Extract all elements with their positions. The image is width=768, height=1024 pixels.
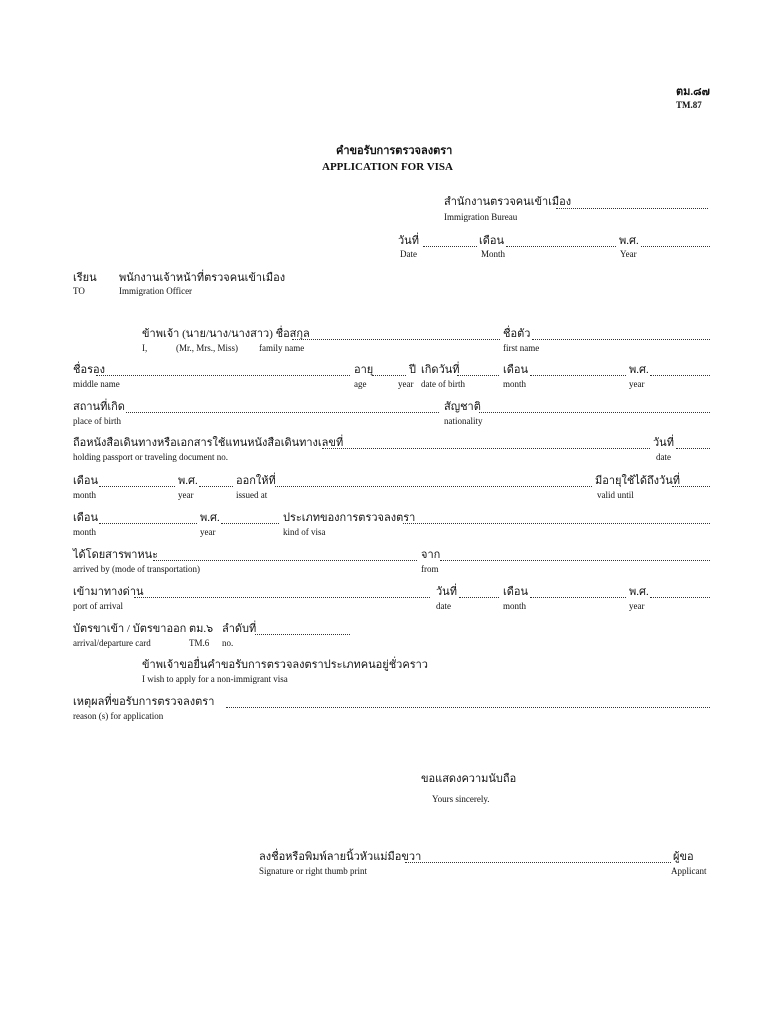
- header-month-label-en: Month: [481, 249, 506, 259]
- issue-month-label-th: เดือน: [73, 475, 99, 487]
- sincerely-en: Yours sincerely.: [432, 794, 490, 804]
- passport-label-en: holding passport or traveling document no.: [73, 452, 228, 462]
- port-label-en: port of arrival: [73, 601, 123, 611]
- wish-statement-en: I wish to apply for a non-immigrant visa: [142, 674, 288, 684]
- dob-label-en: date of birth: [421, 379, 465, 389]
- valid-year-field[interactable]: [221, 523, 279, 524]
- valid-month-field[interactable]: [99, 523, 197, 524]
- form-code-en: TM.87: [676, 100, 702, 110]
- card-no-label-en: no.: [222, 638, 234, 648]
- arrival-month-label-en: month: [503, 601, 527, 611]
- officer-label-th: พนักงานเจ้าหน้าที่ตรวจคนเข้าเมือง: [119, 272, 286, 284]
- passport-date-label-th: วันที่: [653, 437, 674, 449]
- age-field[interactable]: [372, 375, 406, 376]
- first-name-label-th: ชื่อตัว: [503, 328, 531, 340]
- form-title-en: APPLICATION FOR VISA: [322, 161, 453, 173]
- pob-field[interactable]: [126, 412, 439, 413]
- header-date-field[interactable]: [423, 246, 477, 247]
- wish-statement-th: ข้าพเจ้าขอยื่นคำขอรับการตรวจลงตราประเภทคนอยู่ชั่วคราว: [142, 659, 428, 671]
- signature-label-en: Signature or right thumb print: [259, 866, 367, 876]
- sincerely-th: ขอแสดงความนับถือ: [421, 773, 517, 785]
- arrived-by-label-en: arrived by (mode of transportation): [73, 564, 200, 574]
- issue-year-label-en: year: [178, 490, 194, 500]
- title-label-en: (Mr., Mrs., Miss): [176, 343, 239, 353]
- valid-until-field[interactable]: [672, 486, 710, 487]
- passport-date-field[interactable]: [676, 448, 710, 449]
- nationality-label-en: nationality: [444, 416, 483, 426]
- arrival-year-label-en: year: [629, 601, 645, 611]
- header-date-label-en: Date: [400, 249, 417, 259]
- from-label-th: จาก: [421, 549, 441, 561]
- pob-label-en: place of birth: [73, 416, 121, 426]
- visa-kind-label-en: kind of visa: [283, 527, 326, 537]
- valid-until-label-th: มีอายุใช้ได้ถึงวันที่: [595, 475, 680, 487]
- family-name-label-en: family name: [259, 343, 305, 353]
- tm6-label-en: TM.6: [189, 638, 210, 648]
- valid-year-label-en: year: [200, 527, 216, 537]
- from-field[interactable]: [440, 560, 710, 561]
- officer-label-en: Immigration Officer: [119, 286, 193, 296]
- valid-month-label-en: month: [73, 527, 97, 537]
- arrival-date-field[interactable]: [459, 597, 499, 598]
- dob-month-field[interactable]: [530, 375, 626, 376]
- dob-month-label-th: เดือน: [503, 364, 529, 376]
- arrival-month-label-th: เดือน: [503, 586, 529, 598]
- issue-month-field[interactable]: [99, 486, 175, 487]
- dob-year-label-th: พ.ศ.: [629, 364, 649, 376]
- port-label-th: เข้ามาทางด่าน: [73, 586, 144, 598]
- name-label-th: ข้าพเจ้า (นาย/นาง/นางสาว) ชื่อสกุล: [142, 328, 310, 340]
- middle-name-label-th: ชื่อรอง: [73, 364, 105, 376]
- i-label-en: I,: [142, 343, 148, 353]
- age-label-th: อายุ: [354, 364, 374, 376]
- nationality-label-th: สัญชาติ: [444, 401, 481, 413]
- issued-at-label-en: issued at: [236, 490, 268, 500]
- transport-field[interactable]: [153, 560, 417, 561]
- valid-month-label-th: เดือน: [73, 512, 99, 524]
- form-title-th: คำขอรับการตรวจลงตรา: [336, 145, 453, 157]
- bureau-label-en: Immigration Bureau: [444, 212, 518, 222]
- visa-kind-field[interactable]: [403, 523, 710, 524]
- header-year-label-en: Year: [620, 249, 637, 259]
- passport-label-th: ถือหนังสือเดินทางหรือเอกสารใช้แทนหนังสือเดินทางเลขที่: [73, 437, 344, 449]
- header-year-label-th: พ.ศ.: [619, 235, 639, 247]
- card-no-label-th: ลำดับที่: [222, 623, 257, 635]
- passport-date-label-en: date: [656, 452, 671, 462]
- header-date-label-th: วันที่: [398, 235, 419, 247]
- dob-month-label-en: month: [503, 379, 527, 389]
- issue-year-field[interactable]: [199, 486, 233, 487]
- arrival-date-label-th: วันที่: [436, 586, 457, 598]
- issued-at-label-th: ออกให้ที่: [236, 475, 276, 487]
- dob-label-th: เกิดวันที่: [421, 364, 460, 376]
- passport-number-field[interactable]: [322, 448, 650, 449]
- header-month-label-th: เดือน: [479, 235, 505, 247]
- age-year-label-th: ปี: [409, 364, 416, 376]
- from-label-en: from: [421, 564, 439, 574]
- first-name-field[interactable]: [532, 339, 710, 340]
- reason-label-en: reason (s) for application: [73, 711, 164, 721]
- card-no-field[interactable]: [255, 634, 350, 635]
- issue-month-label-en: month: [73, 490, 97, 500]
- header-year-field[interactable]: [641, 246, 710, 247]
- reason-label-th: เหตุผลที่ขอรับการตรวจลงตรา: [73, 696, 215, 708]
- dob-year-label-en: year: [629, 379, 645, 389]
- valid-year-label-th: พ.ศ.: [200, 512, 220, 524]
- bureau-label-th: สำนักงานตรวจคนเข้าเมือง: [444, 196, 572, 208]
- reason-field[interactable]: [226, 707, 710, 708]
- arrival-year-label-th: พ.ศ.: [629, 586, 649, 598]
- family-name-field[interactable]: [292, 339, 500, 340]
- card-label-th: บัตรขาเข้า / บัตรขาออก: [73, 623, 187, 635]
- first-name-label-en: first name: [503, 343, 540, 353]
- signature-field[interactable]: [405, 862, 671, 863]
- dob-day-field[interactable]: [457, 375, 499, 376]
- applicant-label-th: ผู้ขอ: [673, 851, 694, 863]
- bureau-field[interactable]: [556, 208, 708, 209]
- issued-at-field[interactable]: [275, 486, 592, 487]
- to-label-th: เรียน: [73, 272, 97, 284]
- header-month-field[interactable]: [506, 246, 616, 247]
- to-label-en: TO: [73, 286, 85, 296]
- card-label-en: arrival/departure card: [73, 638, 151, 648]
- pob-label-th: สถานที่เกิด: [73, 401, 125, 413]
- port-field[interactable]: [134, 597, 430, 598]
- valid-until-label-en: valid until: [597, 490, 634, 500]
- arrived-by-label-th: ได้โดยสารพาหนะ: [73, 549, 159, 561]
- visa-kind-label-th: ประเภทของการตรวจลงตรา: [283, 512, 416, 524]
- nationality-field[interactable]: [479, 412, 710, 413]
- signature-label-th: ลงชื่อหรือพิมพ์ลายนิ้วหัวแม่มือขวา: [259, 851, 422, 863]
- middle-name-label-en: middle name: [73, 379, 120, 389]
- issue-year-label-th: พ.ศ.: [178, 475, 198, 487]
- middle-name-field[interactable]: [96, 375, 350, 376]
- arrival-date-label-en: date: [436, 601, 451, 611]
- age-year-label-en: year: [398, 379, 414, 389]
- arrival-month-field[interactable]: [530, 597, 626, 598]
- form-code-th: ตม.๘๗: [676, 86, 710, 98]
- age-label-en: age: [354, 379, 367, 389]
- dob-year-field[interactable]: [650, 375, 710, 376]
- arrival-year-field[interactable]: [650, 597, 710, 598]
- tm6-label-th: ตม.๖: [189, 623, 214, 635]
- applicant-label-en: Applicant: [671, 866, 707, 876]
